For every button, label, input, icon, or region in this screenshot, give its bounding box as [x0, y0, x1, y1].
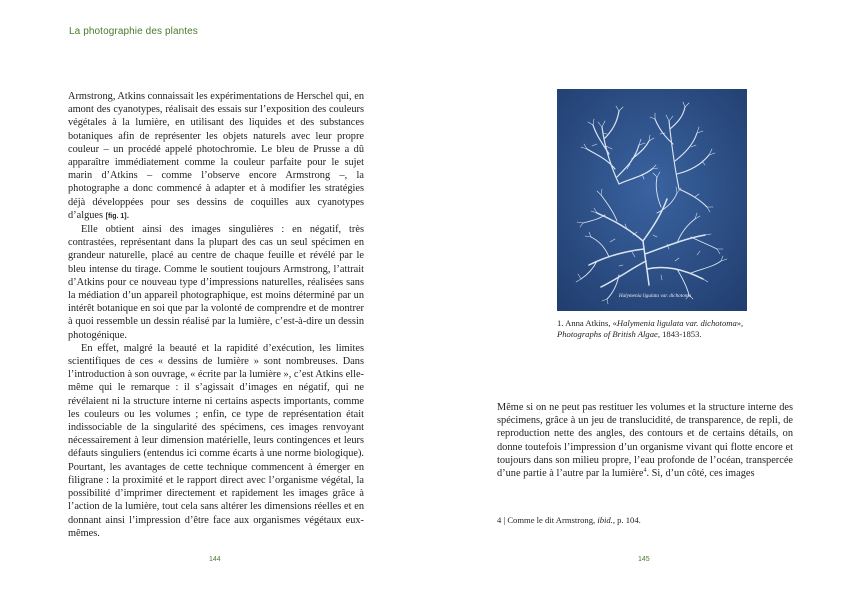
plate-label: Halymenia ligulata var. dichotoma [618, 293, 692, 299]
algae-illustration [557, 89, 747, 311]
page-number-left: 144 [209, 556, 221, 563]
footnote-4: 4 | Comme le dit Armstrong, ibid., p. 104. [497, 515, 641, 525]
paragraph-right-1: Même si on ne peut pas restituer les volumes et la structure interne des spécimens, grâce à un jeu de translucidité, de transparence, de repli, de reproduction nette des angles, des contours et de certains détails, on donne toutefois l’impression d’un organisme vivant qui flotte encore et toujours dans son milieu propre, l’eau profonde de l’océan, transpercée d’une partie à l’autre par la lumière$^4$. Si, d’un côté, ces images [497, 402, 793, 480]
page-number-right: 145 [638, 556, 650, 563]
figure-reference-link[interactable]: [fig. 1] [105, 212, 127, 220]
left-page-body [68, 90, 364, 540]
figure-caption: 1. Anna Atkins, «Halymenia ligulata var. dichotoma», Photographs of British Algae, 1843-1853. [557, 318, 744, 339]
cyanotype-algae-image [557, 89, 747, 311]
paragraph-1: Armstrong, Atkins connaissait les expérimentations de Herschel qui, en amont des cyanotypes, réalisait des essais sur l’exposition des couleurs végétales à la lumière, en utilisant des liquides et des substances botaniques afin de représenter les objets naturels avec leur propre couleur – un procédé appelé photochromie. Le bleu de Prusse a dû apparaître immédiatement comme la couleur parfaite pour le sujet marin d’Atkins – comme l’observe encore Armstrong –, la photographe a donc commencé à adapter et à modifier les stratégies déjà développées pour ses dessins de coquilles aux cyanotypes d’algues [fig. 1]. [68, 91, 364, 221]
right-page-body [497, 401, 793, 480]
footnote-ref-4[interactable]: 4 [643, 467, 647, 474]
paragraph-3: En effet, malgré la beauté et la rapidité d’exécution, les limites scientifiques de ces « dessins de lumière » sont nombreuses. Dans l’introduction à son ouvrage, « écrite par la lumière », c’est Atkins elle-même qui le remarque : il s’agissait d’images en négatif, qui ne révélaient ni la structure interne ni certains aspects importants, comme les couleurs ou les volumes ; enfin, ce type de représentation était indissociable de la singularité des spécimens, ces images renvoyant nécessairement à leur dimension matérielle, leurs contingences et leurs défauts singuliers (entendus ici comme écarts à une norme biologique). Pourtant, les avantages de cette technique commencent à émerger en filigrane : la proximité et le rapport direct avec l’organisme végétal, la possibilité d’imprimer directement et rapidement les images grâce à l’action de la lumière, tout cela sans altérer les dimensions réelles et en donnant ainsi l’impression d’être face aux organismes végétaux eux-mêmes. [68, 342, 364, 539]
running-header: La photographie des plantes [69, 26, 198, 37]
paragraph-2: Elle obtient ainsi des images singulières : en négatif, très contrastées, représentant dans la plupart des cas un seul spécimen en grandeur naturelle, placé au centre de chaque feuille et révélé par le bleu intense du tirage. Comme le soutient toujours Armstrong, l’attrait d’Atkins pour ce nouveau type d’impressions naturelles, réalisées sans la médiation d’un appareil photographique, est moins déterminé par un intérêt botanique en soi que par la volonté de comprendre et de montrer à quoi ressemble un dessin réalisé par la lumière, c’est-à-dire un dessin photogénique. [68, 224, 364, 341]
